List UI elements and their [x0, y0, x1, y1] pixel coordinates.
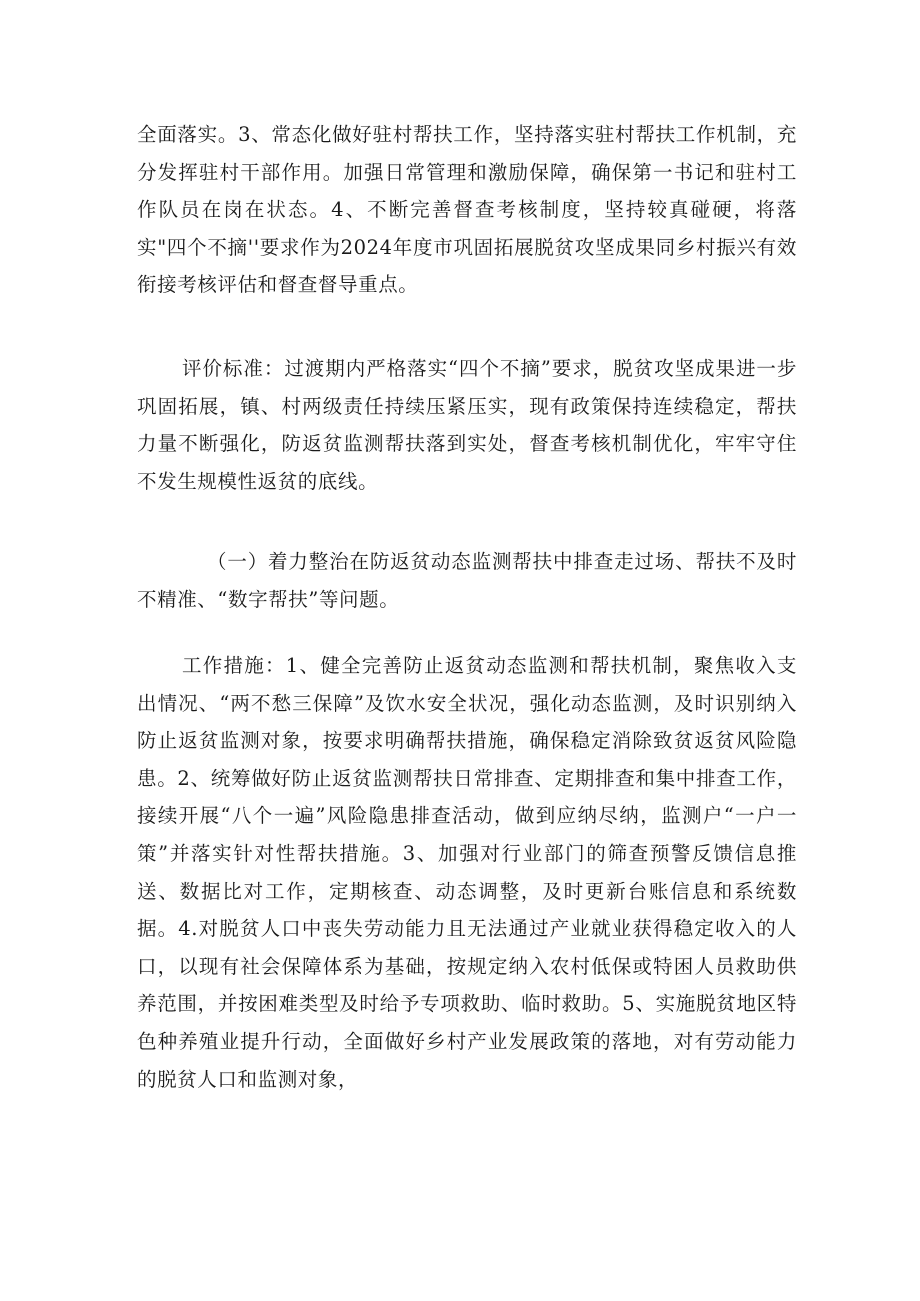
paragraph-work-measures: 工作措施：1、健全完善防止返贫动态监测和帮扶机制，聚焦收入支出情况、“两不愁三保障”及饮水安全状况，强化动态监测，及时识别纳入防止返贫监测对象，按要求明确帮扶措施，确保稳定消除致贫返贫风险隐患。2、统筹做好防止返贫监测帮扶日常排查、定期排查和集中排查工作，接续开展“八个一遍”风险隐患排查活动，做到应纳尽纳，监测户“一户一策”并落实针对性帮扶措施。3、加强对行业部门的筛查预警反馈信息推送、数据比对工作，定期核查、动态调整，及时更新台账信息和系统数据。4.对脱贫人口中丧失劳动能力且无法通过产业就业获得稳定收入的人口，以现有社会保障体系为基础，按规定纳入农村低保或特困人员救助供养范围，并按困难类型及时给予专项救助、临时救助。5、实施脱贫地区特色种养殖业提升行动，全面做好乡村产业发展政策的落地，对有劳动能力的脱贫人口和监测对象，	[137, 654, 797, 1091]
section-heading: （一）着力整治在防返贫动态监测帮扶中排查走过场、帮扶不及时不精准、“数字帮扶”等问题。	[137, 550, 797, 611]
paragraph-continuation: 全面落实。3、常态化做好驻村帮扶工作，坚持落实驻村帮扶工作机制，充分发挥驻村干部作用。加强日常管理和激励保障，确保第一书记和驻村工作队员在岗在状态。4、不断完善督查考核制度，坚持较真碰硬，将落实"四个不摘''要求作为2024年度市巩固拓展脱贫攻坚成果同乡村振兴有效衔接考核评估和督查督导重点。	[137, 123, 797, 297]
paragraph-evaluation-standard: 评价标准：过渡期内严格落实“四个不摘”要求，脱贫攻坚成果进一步巩固拓展，镇、村两级责任持续压紧压实，现有政策保持连续稳定，帮扶力量不断强化，防返贫监测帮扶落到实处，督查考核机制优化，牢牢守住不发生规模性返贫的底线。	[137, 357, 797, 493]
